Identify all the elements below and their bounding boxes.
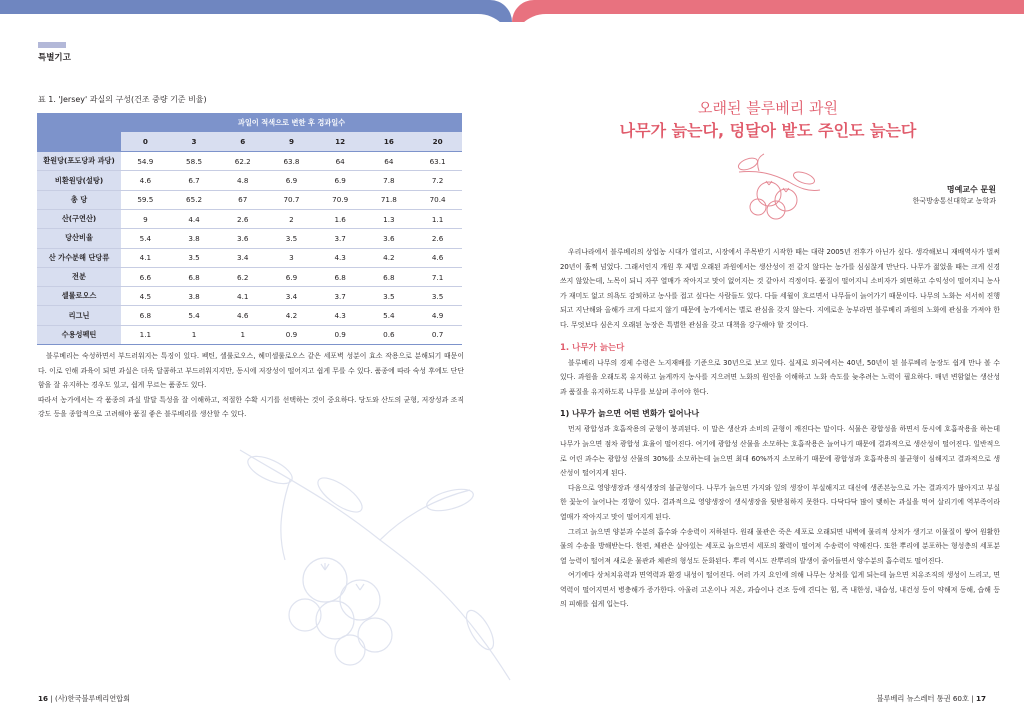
table-cell: 0.9 bbox=[285, 330, 298, 340]
section-paragraph: 블루베리 나무의 경제 수령은 노지재배를 기준으로 30년으로 보고 있다. 실제로 외국에서는 40년, 50년이 된 블루베리 농장도 쉽게 만나 볼 수 있다. 과원을 오래도록 유지하고 늙게까지 농사를 지으려면 노화의 원인을 이해하고 노화 속도를 늦추려는 노력이 필요하다. 매년 변함없는 생산성과 품질을 유지하도록 나무를 보살펴 주어야 한다. bbox=[560, 358, 1000, 396]
table-cell: 0.9 bbox=[334, 330, 346, 340]
right-page-number: 17 bbox=[975, 694, 986, 703]
article-title-line2: 나무가 늙는다, 덩달아 밭도 주인도 늙는다 bbox=[619, 121, 917, 140]
table-column-header: 20 bbox=[413, 132, 462, 151]
spacer bbox=[560, 399, 1000, 406]
section-marker bbox=[38, 42, 66, 48]
table-cell: 6.8 bbox=[188, 272, 200, 282]
table-row-label: 산(구연산) bbox=[37, 209, 121, 228]
table-cell: 67 bbox=[238, 195, 248, 205]
table-cell: 6.2 bbox=[237, 272, 249, 282]
table-row-label: 리그닌 bbox=[37, 306, 121, 325]
table-row-label: 비환원당(설탕) bbox=[37, 171, 121, 190]
table-row-label: 당산비율 bbox=[37, 229, 121, 248]
table-cell: 6.8 bbox=[139, 311, 152, 321]
subsection-heading: 1) 나무가 늙으면 어떤 변화가 일어나나 bbox=[560, 409, 700, 419]
subsection-paragraph-1: 먼저 광합성과 호흡작용의 균형이 붕괴된다. 이 말은 생산과 소비의 균형이 깨진다는 말이다. 식물은 광합성을 하면서 동시에 호흡작용을 하는데 나무가 늙으면 점차 광합성 효율이 떨어진다. 여기에 광합성 산물을 소모하는 호흡작용은 늘어나기 때문에 결과적으로 생산성이 떨어진다. 일반적으로 어린 과수는 광합성 산물의 30%를 소모하는데 늙으면 최대 60%까지 소모하기 때문에 광합성과 호흡작용의 불균형이 심해지고 결과적으로 생산성이 떨어지게 된다. bbox=[560, 425, 1000, 478]
table-cell: 70.7 bbox=[283, 195, 300, 205]
section-heading: 1. 나무가 늙는다 bbox=[560, 342, 625, 353]
table-cell: 3.6 bbox=[237, 233, 249, 243]
table-cell: 5.4 bbox=[139, 233, 152, 243]
table-row-label: 환원당(포도당과 과당) bbox=[37, 152, 121, 171]
table-cell: 4.1 bbox=[237, 291, 249, 301]
subsection-paragraph-2: 다음으로 영양생장과 생식생장의 불균형이다. 나무가 늙으면 가지와 잎의 생장이 부실해지고 대신에 생존본능으로 가는 결과지가 많아지고 부실한 꽃눈이 늘어나는 경향이 있다. 결과적으로 영양생장이 생식생장을 뒷받침하지 못한다. 다닥다닥 많이 맺히는 과실을 먹여 살리기에 역부족이라 열매가 작아지고 맛이 떨어지게 된다. bbox=[560, 483, 1000, 521]
table-cell: 4.2 bbox=[285, 311, 298, 321]
author-name: 명예교수 문원 bbox=[946, 185, 996, 194]
table-cell: 2.6 bbox=[431, 233, 444, 243]
table-cell: 4.2 bbox=[383, 253, 395, 263]
spacer bbox=[560, 333, 1000, 340]
table-row bbox=[37, 171, 462, 190]
subsection-paragraph-3: 그리고 늙으면 양분과 수분의 흡수와 수송력이 저하된다. 원래 물관은 죽은 세포로 오래되면 내벽에 물리적 상처가 생기고 이물질이 쌓여 원활한 물의 수송을 방해받는다. 한편, 체관은 살아있는 세포로 늙으면서 세포의 활력이 떨어져 수송력이 약해진다. 또한 뿌리에 분포하는 형성층의 세포분열 능력이 떨어져 새로운 물관과 체관의 형성도 둔화된다. 뿌리 역시도 잔뿌리의 발생이 줄어들면서 양수분의 흡수력도 떨어진다. bbox=[560, 527, 1000, 565]
table-cell: 3 bbox=[289, 253, 294, 263]
table-cell: 3.8 bbox=[188, 291, 200, 301]
table-cell: 6.8 bbox=[334, 272, 346, 282]
table-cell: 4.6 bbox=[139, 176, 152, 186]
table-cell: 5.4 bbox=[383, 311, 395, 321]
table-cell: 3.6 bbox=[383, 233, 395, 243]
table-cell: 1.1 bbox=[431, 214, 444, 224]
right-page bbox=[512, 0, 1024, 725]
table-cell: 6.6 bbox=[139, 272, 152, 282]
table-cell: 70.9 bbox=[332, 195, 349, 205]
intro-paragraph: 우리나라에서 블루베리의 상업농 시대가 열리고, 시장에서 주목받기 시작한 때는 대략 2005년 전후가 아닌가 싶다. 생각해보니 재배역사가 벌써 20년이 훌쩍 넘었다. 그래서인지 개원 후 제법 오래된 과원에서는 생산성이 전 같지 않다는 농가를 심심찮게 만난다. 나무가 젊었을 때는 크게 신경 쓰지 않았는데, 노목이 되니 자꾸 열매가 작아지고 맛이 없어지는 것 같아서 걱정이다. 품질이 떨어지니 소비자가 외면하고 수익성이 떨어지니 농사가 재미도 없고 의욕도 감퇴하고 농사를 접고 싶다는 사람들도 있다. 다들 세월이 흐르면서 나무들이 늙어가기 때문이다. 나무의 노화는 서서히 진행되고 지난해와 올해가 크게 다르지 않기 때문에 농가에서는 별로 관심을 갖지 않는다. 지에로운 농부라면 블루베리 과원의 노화에 관심을 가져야 한다. 무엇보다 심은지 오래된 농장은 특별한 관심을 갖고 대책을 강구해야 할 것이다. bbox=[560, 248, 1000, 329]
right-footer bbox=[877, 694, 986, 704]
table-column-header: 0 bbox=[121, 132, 170, 151]
table-cell: 58.5 bbox=[186, 156, 203, 166]
table-cell: 4.4 bbox=[188, 214, 200, 224]
table-cell: 6.8 bbox=[383, 272, 395, 282]
left-body-text bbox=[38, 349, 464, 422]
table-row-label: 산 가수분해 단당류 bbox=[37, 248, 121, 267]
table-cell: 4.3 bbox=[334, 253, 346, 263]
table-cell: 3.4 bbox=[285, 291, 298, 301]
table-cell: 4.6 bbox=[431, 253, 444, 263]
table-row-label: 전분 bbox=[37, 267, 121, 286]
table-row bbox=[37, 287, 462, 306]
author-affiliation: 한국방송통신대학교 농학과 bbox=[912, 197, 996, 205]
newsletter-name: 블루베리 뉴스레터 통권 60호 bbox=[876, 694, 969, 703]
table-cell: 59.5 bbox=[137, 195, 154, 205]
blueberry-branch-illustration bbox=[230, 440, 512, 690]
table-cell: 3.7 bbox=[334, 233, 346, 243]
left-paragraph-2: 따라서 농가에서는 각 품종의 과실 발달 특성을 잘 이해하고, 적절한 수확 시기를 선택하는 것이 중요하다. 당도와 산도의 균형, 저장성과 조직 강도 등을 종합적으로 고려해야 품질 좋은 블루베리를 생산할 수 있다. bbox=[38, 395, 464, 419]
table-cell: 63.1 bbox=[429, 156, 446, 166]
table-cell: 71.8 bbox=[380, 195, 397, 205]
table-column-header: 12 bbox=[316, 132, 365, 151]
table-cell: 4.1 bbox=[139, 253, 152, 263]
table-row bbox=[37, 190, 462, 209]
article-title-line1: 오래된 블루베리 과원 bbox=[698, 99, 838, 117]
table-cell: 65.2 bbox=[186, 195, 203, 205]
table-cell: 7.8 bbox=[383, 176, 395, 186]
table-cell: 3.7 bbox=[334, 291, 346, 301]
table-row bbox=[37, 306, 462, 325]
table-cell: 62.2 bbox=[234, 156, 251, 166]
publisher-name: (사)한국블루베리연합회 bbox=[55, 694, 131, 703]
left-paragraph-1: 블루베리는 숙성하면서 부드러워지는 특징이 있다. 펙틴, 셀룰로오스, 헤미셀룰로오스 같은 세포벽 성분이 효소 작용으로 분해되기 때문이다. 이로 인해 과육이 되면 과실은 더욱 달콤하고 부드러워지지만, 동시에 저장성이 떨어지고 쉽게 무를 수 있다. 품종에 따라 숙성 후에도 단단함을 잘 유지하는 경우도 있고, 쉽게 무르는 품종도 있다. bbox=[38, 352, 464, 390]
table-cell: 3.8 bbox=[188, 233, 200, 243]
left-page-number: 16 bbox=[38, 694, 49, 703]
table-cell: 4.3 bbox=[334, 311, 346, 321]
table-cell: 1.6 bbox=[334, 214, 346, 224]
table-column-header: 9 bbox=[267, 132, 316, 151]
table-row-label: 셀룰로오스 bbox=[37, 287, 121, 306]
table-cell: 7.2 bbox=[431, 176, 444, 186]
footer-divider: | bbox=[50, 694, 56, 703]
table-row bbox=[37, 209, 462, 228]
table-cell: 1 bbox=[240, 330, 246, 340]
table-cell: 64 bbox=[335, 156, 345, 166]
table-cell: 2 bbox=[289, 214, 294, 224]
article-body bbox=[560, 245, 1000, 612]
subsection-paragraph-4: 여기에다 상처치유력과 면역력과 환경 내성이 떨어진다. 여러 가지 요인에 의해 나무는 상처를 입게 되는데 늙으면 치유조직의 생성이 느리고, 면역력이 떨어지면서 병충해가 증가한다. 아울러 고온이나 저온, 과습이나 건조 등에 견디는 힘, 즉 내한성, 내습성, 내건성 등이 약해져 동해, 습해 등의 피해를 쉽게 입는다. bbox=[560, 571, 1000, 609]
table-cell: 4.8 bbox=[237, 176, 249, 186]
table-row bbox=[37, 325, 462, 344]
table-column-header: 16 bbox=[365, 132, 414, 151]
table-body bbox=[37, 152, 462, 345]
table-row bbox=[37, 152, 462, 171]
table-cell: 64 bbox=[384, 156, 394, 166]
table-cell: 9 bbox=[143, 214, 148, 224]
table-cell: 1.1 bbox=[139, 330, 152, 340]
table-caption: 표 1. 'Jersey' 과실의 구성(건조 중량 기준 비율) bbox=[38, 95, 207, 104]
table-cell: 6.9 bbox=[334, 176, 346, 186]
table-cell: 3.5 bbox=[188, 253, 200, 263]
table-cell: 70.4 bbox=[429, 195, 446, 205]
table-cell: 3.5 bbox=[285, 233, 298, 243]
table-cell: 1.3 bbox=[383, 214, 395, 224]
table-column-header: 6 bbox=[218, 132, 267, 151]
table-cell: 4.9 bbox=[431, 311, 444, 321]
table-cell: 6.9 bbox=[285, 272, 298, 282]
table-cell: 0.6 bbox=[383, 330, 395, 340]
table-row-label: 수용성펙틴 bbox=[37, 325, 121, 344]
table-cell: 0.7 bbox=[431, 330, 444, 340]
table-row bbox=[37, 229, 462, 248]
table-cell: 4.5 bbox=[139, 291, 152, 301]
table-group-header-row bbox=[37, 113, 462, 132]
table-cell: 3.5 bbox=[383, 291, 395, 301]
table-cell: 63.8 bbox=[283, 156, 300, 166]
table-row bbox=[37, 267, 462, 286]
table-cell: 2.6 bbox=[237, 214, 249, 224]
table-cell: 5.4 bbox=[188, 311, 200, 321]
table-cell: 6.9 bbox=[285, 176, 298, 186]
left-footer bbox=[38, 694, 130, 704]
table-cell: 6.7 bbox=[188, 176, 200, 186]
table-corner-cell bbox=[37, 113, 121, 152]
table-cell: 4.6 bbox=[237, 311, 249, 321]
table-row-label: 총 당 bbox=[37, 190, 121, 209]
composition-table bbox=[37, 113, 462, 345]
table-cell: 54.9 bbox=[137, 156, 154, 166]
footer-divider: | bbox=[971, 694, 976, 703]
table-group-header: 과일이 적색으로 변한 후 경과일수 bbox=[121, 113, 462, 132]
table-cell: 3.5 bbox=[431, 291, 444, 301]
section-label: 특별기고 bbox=[38, 53, 71, 63]
table-cell: 3.4 bbox=[237, 253, 249, 263]
table-cell: 7.1 bbox=[431, 272, 444, 282]
blueberry-icon bbox=[734, 152, 824, 220]
table-row bbox=[37, 248, 462, 267]
table-cell: 1 bbox=[191, 330, 197, 340]
table-column-header: 3 bbox=[170, 132, 219, 151]
